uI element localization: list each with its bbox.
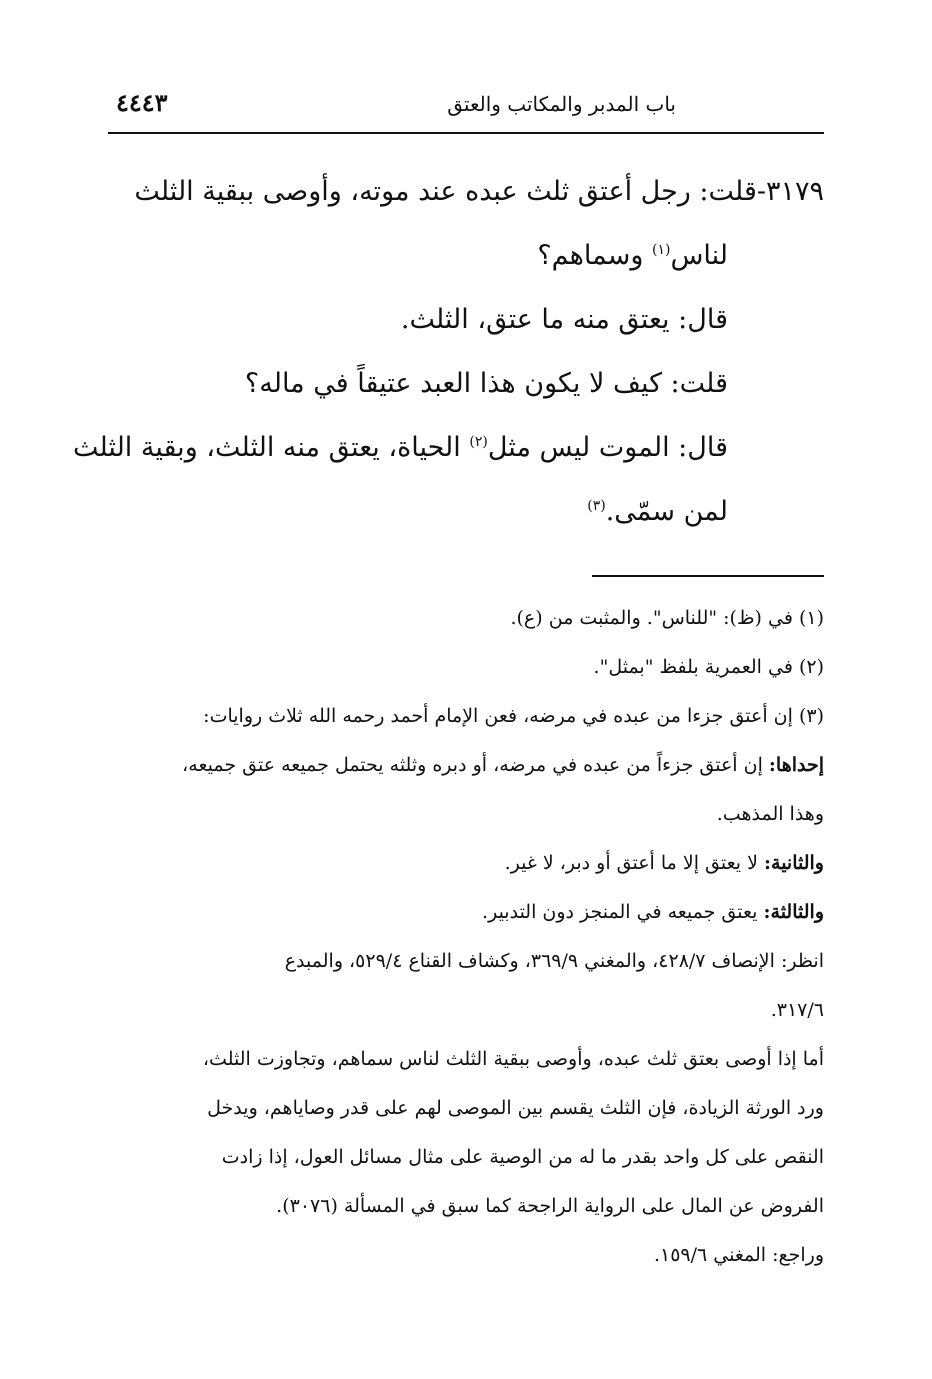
footnote-ref-2: (٢) [469, 434, 488, 450]
narration-label: والثالثة: [763, 901, 824, 923]
narration-2 [108, 839, 824, 888]
narration-label: إحداها: [768, 754, 824, 776]
answer-line-3 [108, 480, 824, 544]
note-paragraph-line: النقص على كل واحد بقدر ما له من الوصية على مثال مسائل العول، إذا زادت [221, 1146, 824, 1168]
text-fragment: قال: الموت ليس مثل [487, 432, 728, 463]
footnotes [108, 594, 824, 1280]
answer-line-2 [72, 416, 824, 480]
note-paragraph-line: الفروض عن المال على الرواية الراجحة كما سبق في المسألة (٣٠٧٦). [276, 1195, 824, 1217]
chapter-title: باب المدبر والمكاتب والعتق [447, 92, 676, 116]
narration-text: يعتق جميعه في المنجز دون التدبير. [482, 901, 764, 923]
references-line-cont: ٣١٧/٦. [770, 999, 824, 1021]
narration-1-cont: وهذا المذهب. [716, 803, 824, 825]
footnote-divider [592, 575, 824, 577]
text-fragment: لناس [670, 240, 728, 271]
page-number: ٤٤٤٣ [116, 88, 168, 117]
footnote-3: (٣) إن أعتق جزءا من عبده في مرضه، فعن الإمام أحمد رحمه الله ثلاث روايات: [203, 705, 824, 727]
narration-3 [108, 888, 824, 937]
answer-line-1: قال: يعتق منه ما عتق، الثلث. [400, 304, 728, 335]
main-text [72, 160, 824, 544]
narration-text: لا يعتق إلا ما أعتق أو دبر، لا غير. [504, 852, 764, 874]
footnote-ref-3: (٣) [587, 498, 606, 514]
footnote-ref-1: (١) [651, 242, 671, 258]
narration-1 [108, 741, 824, 790]
question-line-3: قلت: كيف لا يكون هذا العبد عتيقاً في ماله؟ [244, 368, 728, 399]
references-line: انظر: الإنصاف ٤٢٨/٧، والمغني ٣٦٩/٩، وكشاف القناع ٥٢٩/٤، والمبدع [284, 950, 824, 972]
running-header [108, 88, 824, 134]
text-fragment: وسماهم؟ [537, 240, 652, 271]
see-also-line: وراجع: المغني ١٥٩/٦. [653, 1244, 824, 1266]
footnote-1: (١) في (ظ): "للناس". والمثبت من (ع). [510, 607, 824, 629]
note-paragraph-line: ورد الورثة الزيادة، فإن الثلث يقسم بين الموصى لهم على قدر وصاياهم، ويدخل [207, 1097, 824, 1119]
narration-text: إن أعتق جزءاً من عبده في مرضه، أو دبره وثلثه يحتمل جميعه عتق جميعه، [182, 754, 769, 776]
note-paragraph-line: أما إذا أوصى بعتق ثلث عبده، وأوصى ببقية الثلث لناس سماهم، وتجاوزت الثلث، [202, 1048, 824, 1070]
text-fragment: الحياة، يعتق منه الثلث، وبقية الثلث [72, 432, 470, 463]
narration-label: والثانية: [764, 852, 824, 874]
question-line-2 [108, 224, 824, 288]
question-line-1: ٣١٧٩-قلت: رجل أعتق ثلث عبده عند موته، وأوصى ببقية الثلث [134, 176, 824, 207]
text-fragment: لمن سمّى. [605, 496, 728, 527]
footnote-2: (٢) في العمرية بلفظ "بمثل". [593, 656, 824, 678]
